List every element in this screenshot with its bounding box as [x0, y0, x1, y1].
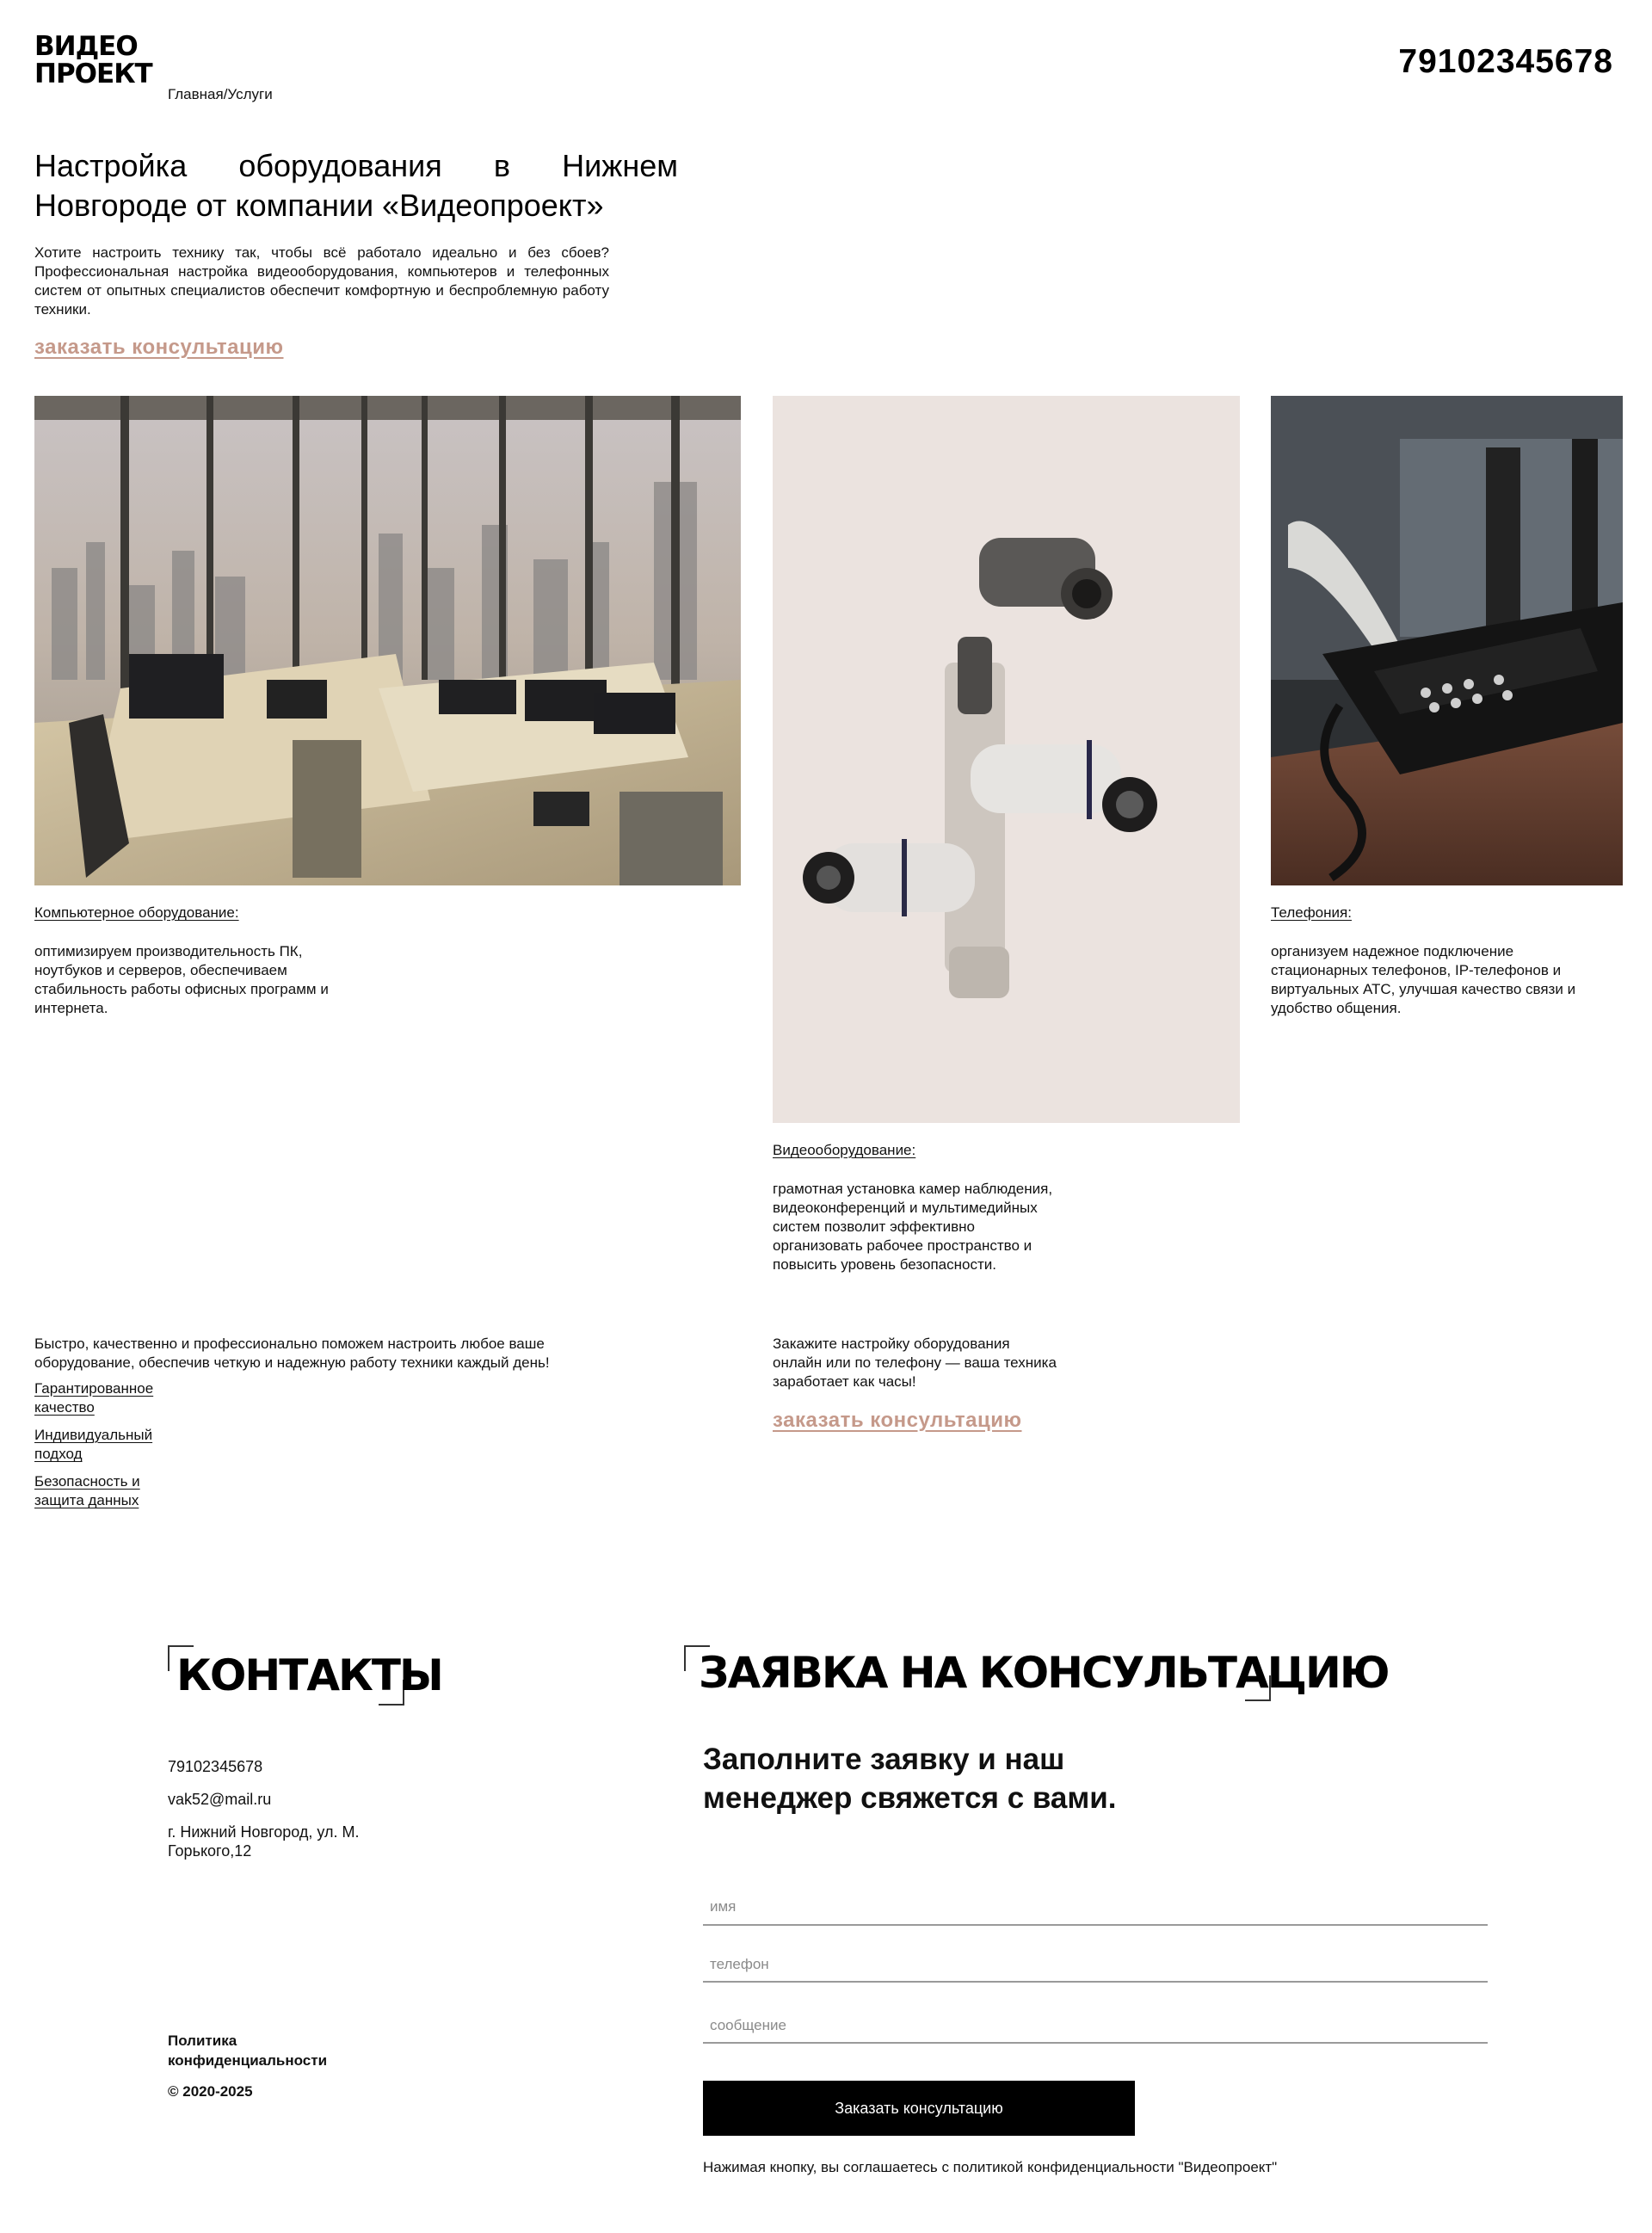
benefits-list	[34, 1379, 189, 1519]
benefit-security[interactable]: Безопасность и защита данных	[34, 1473, 140, 1508]
page-title: Настройка оборудования в Нижнем Новгороде от компании «Видеопроект»	[34, 148, 678, 223]
cctv-camera-photo	[773, 396, 1240, 1123]
logo[interactable]	[34, 33, 152, 88]
breadcrumb[interactable]: Главная/Услуги	[168, 86, 273, 102]
header-phone[interactable]: 79102345678	[1398, 43, 1613, 80]
privacy-policy-link[interactable]: Политика конфиденциальности	[168, 2033, 328, 2069]
logo-line-1: ВИДЕО	[34, 31, 138, 62]
summary-text: Быстро, качественно и профессионально поможем настроить любое ваше оборудование, обеспечив четкую и надежную работу техники каждый день!	[34, 1335, 550, 1371]
logo-line-2: ПРОЕКТ	[34, 59, 152, 89]
name-input[interactable]	[703, 1890, 1488, 1926]
form-subheading: Заполните заявку и наш менеджер свяжется с вами.	[703, 1743, 1117, 1815]
phone-input[interactable]	[703, 1948, 1488, 1983]
benefit-quality[interactable]: Гарантированное качество	[34, 1380, 154, 1416]
service-text-computers: оптимизируем производительность ПК, ноутбуков и серверов, обеспечиваем стабильность работы офисных программ и интернета.	[34, 943, 329, 1016]
contact-email[interactable]: vak52@mail.ru	[168, 1791, 272, 1808]
form-heading: ЗАЯВКА НА КОНСУЛЬТАЦИЮ	[699, 1648, 1389, 1698]
benefit-approach[interactable]: Индивидуальный подход	[34, 1427, 153, 1462]
contacts-heading: КОНТАКТЫ	[176, 1650, 442, 1700]
copyright: © 2020-2025	[168, 2083, 253, 2100]
service-title-telephony[interactable]: Телефония:	[1271, 904, 1352, 921]
contact-address: г. Нижний Новгород, ул. М. Горького,12	[168, 1823, 360, 1860]
service-title-video[interactable]: Видеооборудование:	[773, 1142, 916, 1158]
service-text-video: грамотная установка камер наблюдения, видеоконференций и мультимедийных систем позволит эффективно организовать рабочее пространство и повысить уровень безопасности.	[773, 1181, 1053, 1273]
consultation-link-top[interactable]: заказать консультацию	[34, 336, 284, 359]
order-text: Закажите настройку оборудования онлайн или по телефону — ваша техника заработает как часы!	[773, 1335, 1057, 1390]
submit-consultation-button[interactable]: Заказать консультацию	[703, 2081, 1135, 2136]
contact-phone[interactable]: 79102345678	[168, 1758, 263, 1775]
service-text-telephony: организуем надежное подключение стационарных телефонов, IP-телефонов и виртуальных АТС, улучшая качество связи и удобство общения.	[1271, 943, 1576, 1016]
service-title-computers[interactable]: Компьютерное оборудование:	[34, 904, 239, 921]
message-input[interactable]	[703, 2009, 1488, 2044]
contacts-info	[168, 1757, 409, 1874]
telephone-photo	[1271, 396, 1623, 885]
hero-description: Хотите настроить технику так, чтобы всё работало идеально и без сбоев? Профессиональная настройка видеооборудования, компьютеров и телефонных систем от опытных специалистов обеспечит комфортную и беспроблемную работу техники.	[34, 244, 609, 318]
office-photo	[34, 396, 741, 885]
consultation-link-bottom[interactable]: заказать консультацию	[773, 1409, 1022, 1432]
agreement-text: Нажимая кнопку, вы соглашаетесь с политикой конфиденциальности "Видеопроект"	[703, 2159, 1278, 2175]
